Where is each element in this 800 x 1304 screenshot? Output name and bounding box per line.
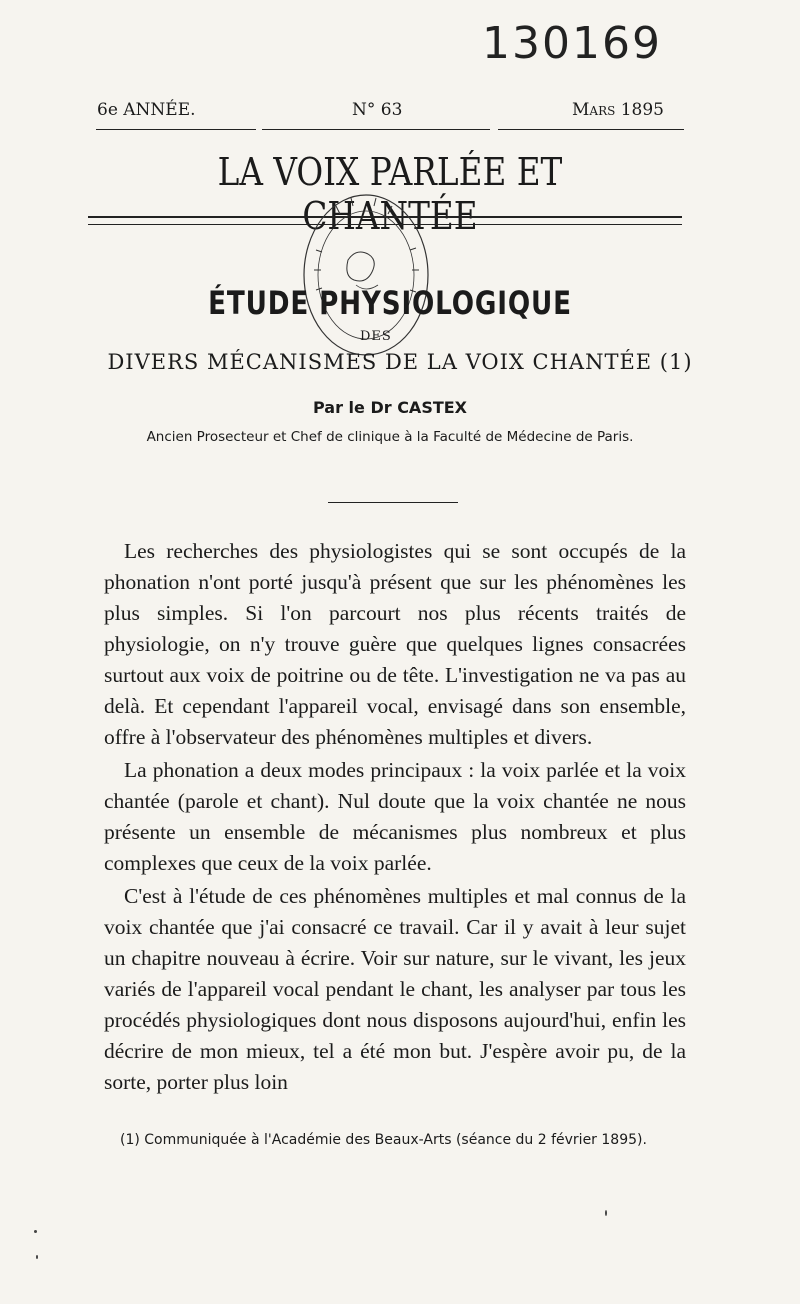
- article-body: [104, 536, 686, 1098]
- header-rule-left: [96, 129, 256, 130]
- body-paragraph: Les recherches des physiologistes qui se sont occupés de la phonation n'ont porté jusqu'à présent que sur les phénomènes les plus simples. Si l'on parcourt nos plus récents traités de physiologie, on n'y trouve guère que quelques lignes consacrées surtout aux voix de poitrine ou de tête. L'investigation ne va pas au delà. Et cependant l'appareil vocal, envisagé dans son ensemble, offre à l'observateur des phénomènes multiples et divers.: [104, 539, 686, 749]
- header-rule-center: [262, 129, 490, 130]
- des-word: DES: [360, 329, 392, 344]
- article-title: ÉTUDE PHYSIOLOGIQUE: [208, 284, 572, 322]
- year-label: 6e ANNÉE.: [97, 100, 196, 120]
- catalog-number: 130169: [482, 18, 662, 69]
- article-subtitle: DIVERS MÉCANISMES DE LA VOIX CHANTÉE (1): [107, 350, 693, 374]
- section-divider: [328, 502, 458, 503]
- issue-date: Mars 1895: [572, 100, 664, 120]
- issue-info-row: [97, 100, 682, 124]
- paper-speck: [34, 1230, 37, 1233]
- author-line: Par le Dr CASTEX: [312, 398, 468, 417]
- footnote: (1) Communiquée à l'Académie des Beaux-Arts (séance du 2 février 1895).: [120, 1132, 647, 1148]
- header-rule-right: [498, 129, 684, 130]
- author-affiliation: Ancien Prosecteur et Chef de clinique à la Faculté de Médecine de Paris.: [146, 429, 634, 445]
- journal-title: LA VOIX PARLÉE ET CHANTÉE: [217, 150, 563, 238]
- issue-number: N° 63: [352, 100, 403, 120]
- body-paragraph: C'est à l'étude de ces phénomènes multiples et mal connus de la voix chantée que j'ai consacré ce travail. Car il y avait à leur sujet un chapitre nouveau à écrire. Voir sur nature, sur le vivant, les jeux variés de l'appareil vocal pendant le chant, les analyser par tous les procédés physiologiques dont nous disposons aujourd'hui, enfin les décrire de mon mieux, tel a été mon but. J'espère avoir pu, de la sorte, porter plus loin: [104, 884, 686, 1094]
- paper-speck: [605, 1210, 607, 1216]
- body-paragraph: La phonation a deux modes principaux : la voix parlée et la voix chantée (parole et chant). Nul doute que la voix chantée ne nous présente un ensemble de mécanismes plus nombreux et plus complexes que ceux de la voix parlée.: [104, 758, 686, 875]
- paper-speck: [36, 1255, 38, 1259]
